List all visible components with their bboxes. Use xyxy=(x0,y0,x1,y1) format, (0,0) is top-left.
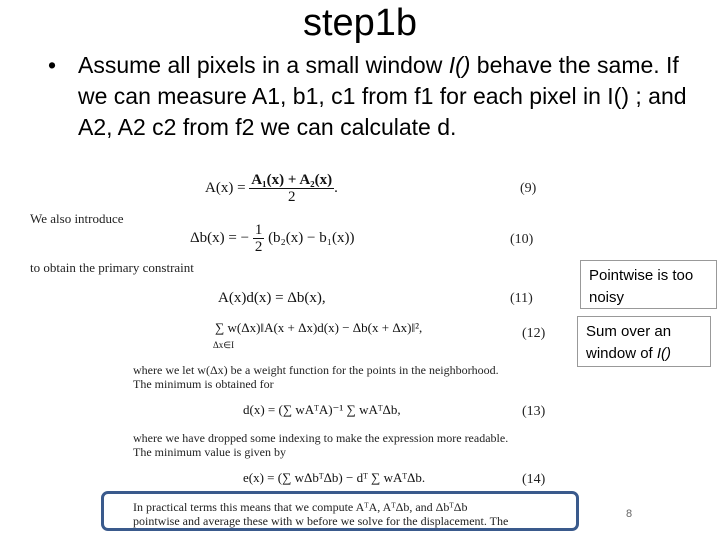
eq13-number: (13) xyxy=(522,404,546,419)
eq11-number: (11) xyxy=(510,291,533,306)
eq10-lhs: Δb(x) = − xyxy=(190,229,250,246)
weight-line-1: where we let w(Δx) be a weight function for the points in the neighborhood. xyxy=(133,363,499,377)
callout-pointwise-text: Pointwise is too noisy xyxy=(589,267,694,306)
eq10-number: (10) xyxy=(510,232,534,247)
callout-sum-window xyxy=(577,316,711,367)
highlight-box xyxy=(101,491,579,531)
equation-11: A(x)d(x) = Δb(x), xyxy=(218,290,326,306)
eq12-expression: ∑ w(Δx)‖A(x + Δx)d(x) − Δb(x + Δx)‖², xyxy=(215,320,423,335)
equation-13: d(x) = (∑ wAᵀA)⁻¹ ∑ wAᵀΔb, xyxy=(243,402,401,417)
eq10-rhs: (b₂(x) − b₁(x)) xyxy=(268,229,355,246)
equation-9 xyxy=(205,172,338,205)
eq12-number: (12) xyxy=(522,326,546,341)
eq10-fraction xyxy=(253,222,265,255)
equation-12 xyxy=(215,320,422,336)
equation-14: e(x) = (∑ wΔbᵀΔb) − dᵀ ∑ wAᵀΔb. xyxy=(243,470,426,485)
callout-pointwise xyxy=(580,260,717,309)
callout-sum-text: Sum over an window of xyxy=(586,323,672,362)
weight-line-2: The minimum is obtained for xyxy=(133,377,274,391)
slide-title: step1b xyxy=(302,2,418,44)
callout-sum-italic: I() xyxy=(656,345,672,362)
eq10-denominator: 2 xyxy=(254,239,263,255)
eq9-lhs: A(x) = xyxy=(205,179,246,196)
practical-line-1: In practical terms this means that we compute AᵀA, AᵀΔb, and ΔbᵀΔb xyxy=(133,500,468,514)
eq9-fraction xyxy=(249,172,334,205)
equation-10 xyxy=(190,222,354,255)
practical-line-2: pointwise and average these with w before we solve for the displacement. The xyxy=(133,514,509,528)
bullet-text xyxy=(78,50,708,143)
eq12-subscript: Δx∈I xyxy=(213,340,235,350)
bullet-text-italic: I() xyxy=(448,52,471,78)
page-number: 8 xyxy=(626,508,633,520)
eq9-number: (9) xyxy=(520,181,537,196)
obtain-text: to obtain the primary constraint xyxy=(30,260,194,275)
eq9-tail: . xyxy=(334,179,338,196)
bullet-text-part2: behave the same. If we can measure A1, b1, c1 from f1 for each pixel in I() ; and A2, A2 c2 from f2 we can calculate d. xyxy=(78,52,687,140)
eq9-numerator: A₁(x) + A₂(x) xyxy=(251,172,333,188)
intro-text: We also introduce xyxy=(30,211,124,226)
eq10-numerator: 1 xyxy=(254,222,263,238)
dropped-line-2: The minimum value is given by xyxy=(133,445,286,459)
dropped-line-1: where we have dropped some indexing to make the expression more readable. xyxy=(133,431,509,445)
eq9-denominator: 2 xyxy=(287,189,296,205)
bullet-marker: • xyxy=(48,52,57,78)
bullet-text-part1: Assume all pixels in a small window xyxy=(78,52,449,78)
eq14-number: (14) xyxy=(522,472,546,487)
